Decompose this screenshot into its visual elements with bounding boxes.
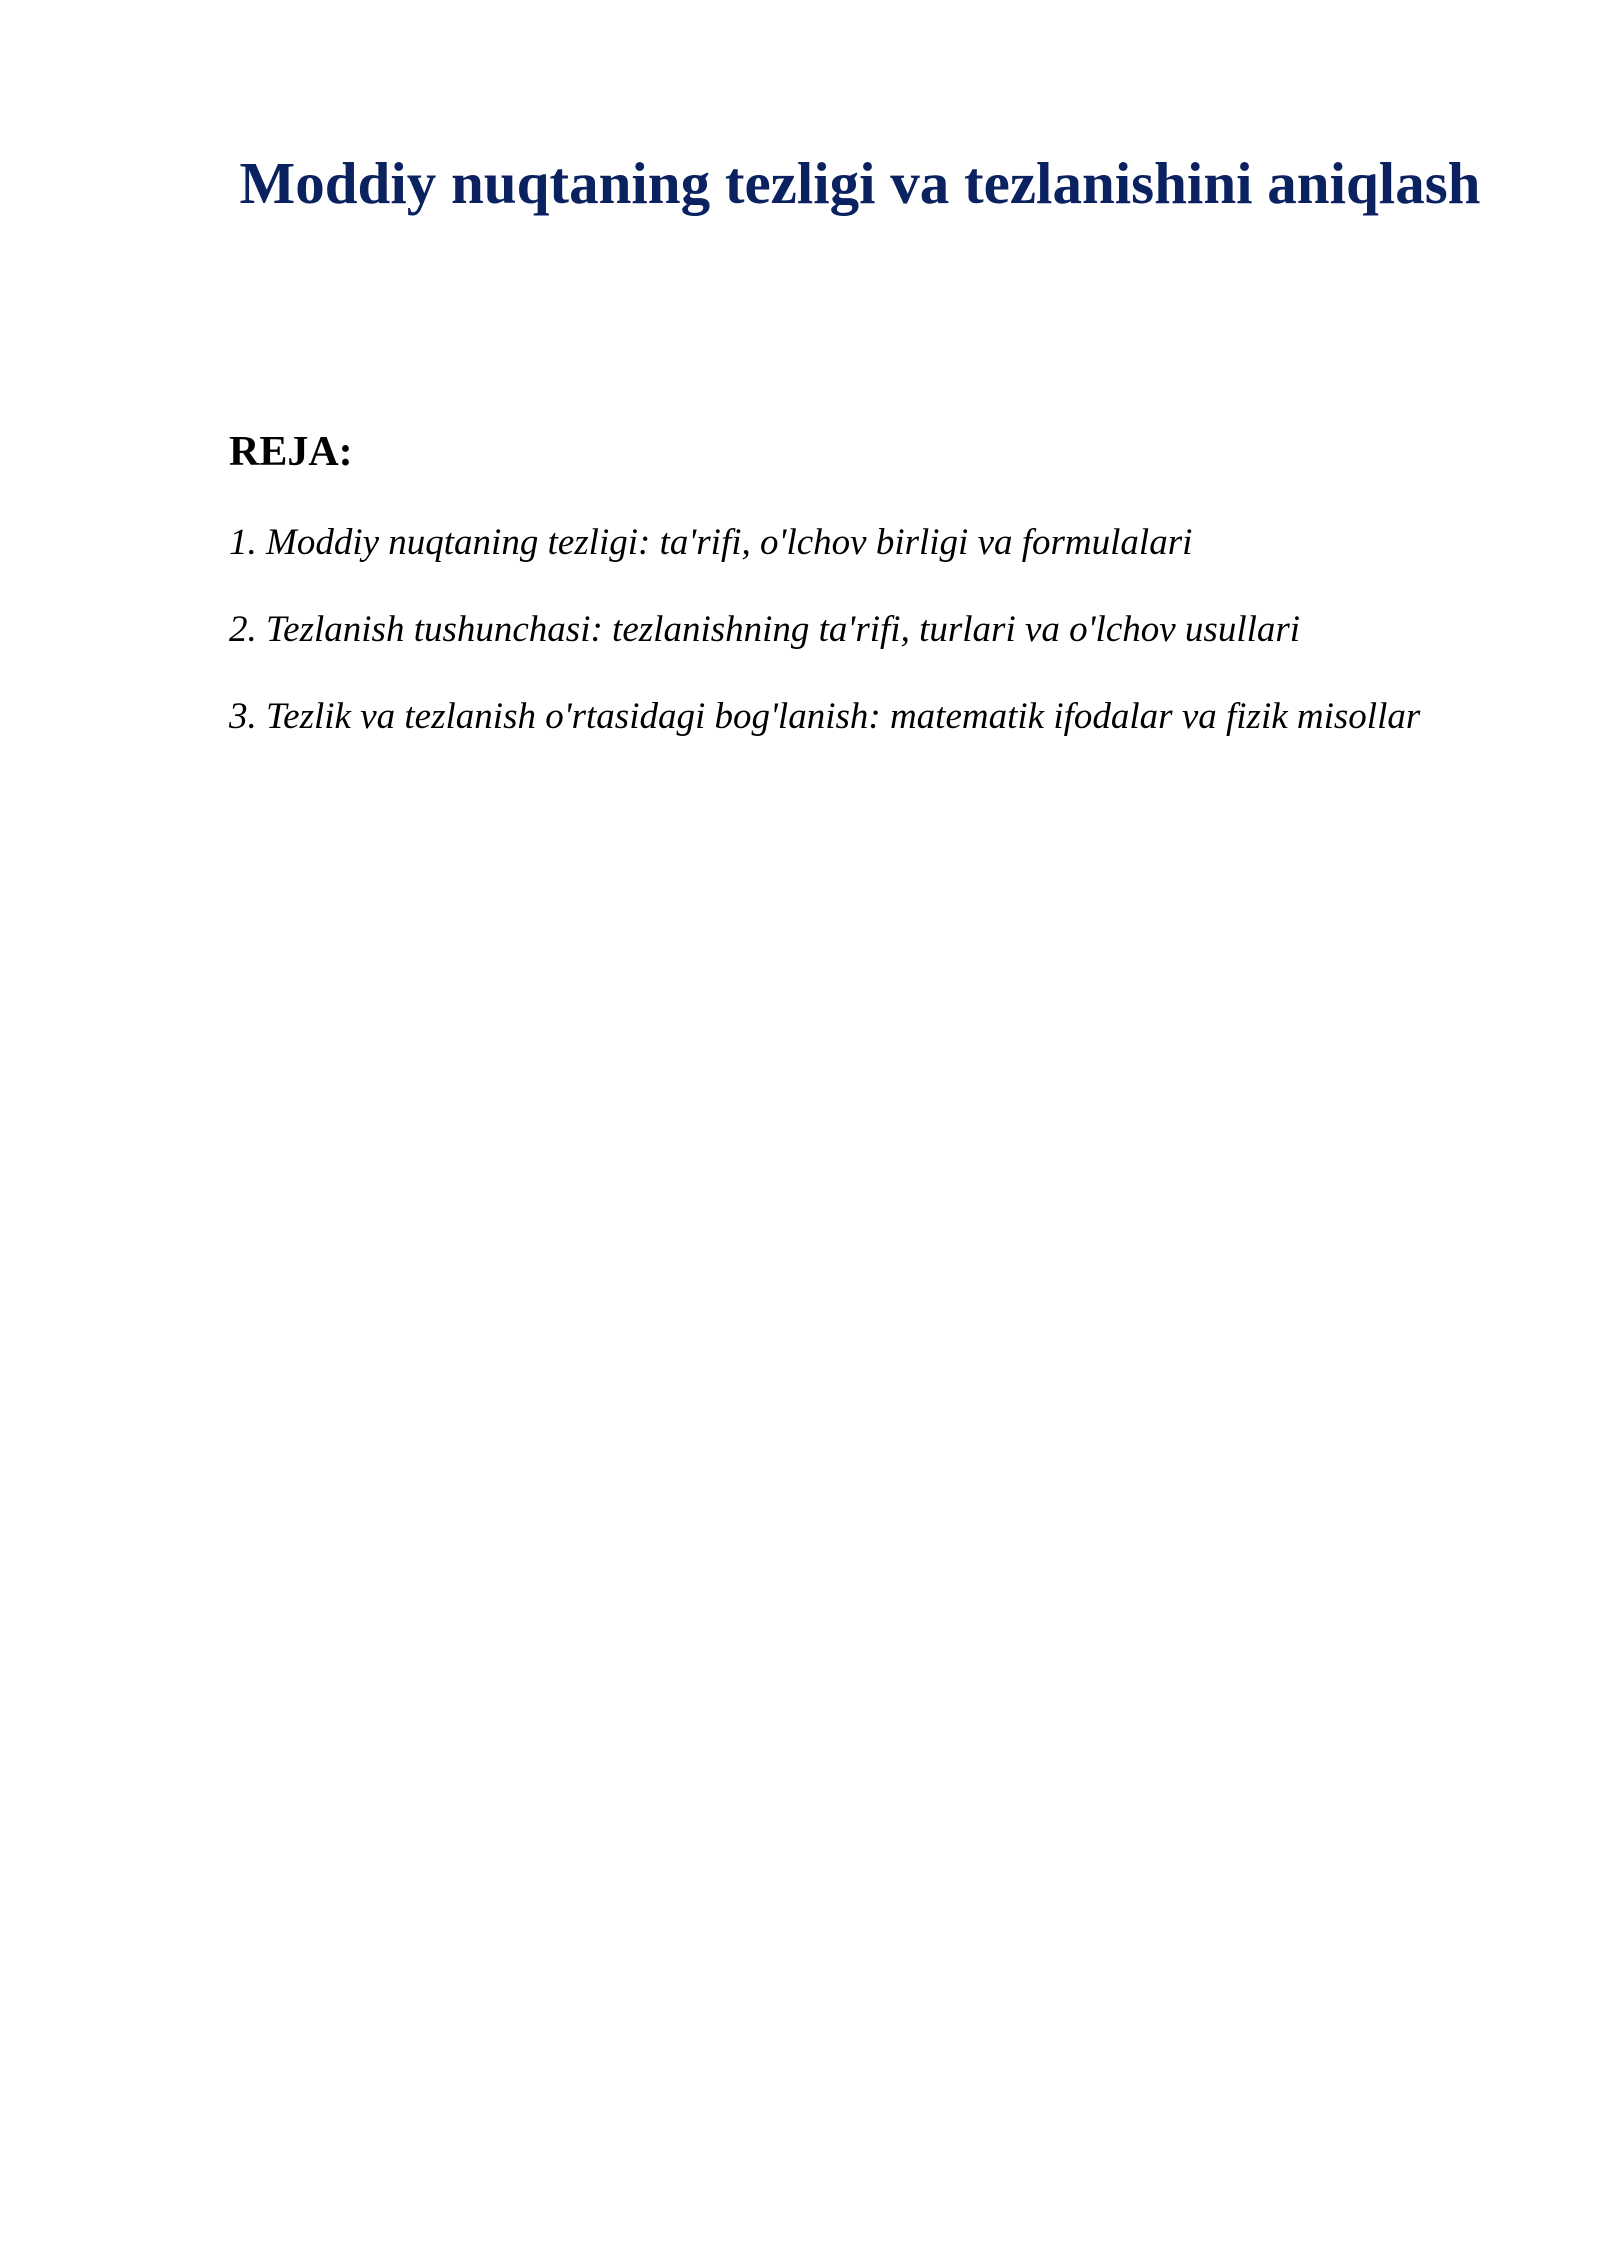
plan-item-3: 3. Tezlik va tezlanish o'rtasidagi bog'lanish: matematik ifodalar va fizik misollar xyxy=(229,696,1421,737)
plan-item-2: 2. Tezlanish tushunchasi: tezlanishning ta'rifi, turlari va o'lchov usullari xyxy=(229,609,1301,650)
plan-item-1: 1. Moddiy nuqtaning tezligi: ta'rifi, o'lchov birligi va formulalari xyxy=(229,522,1193,563)
plan-heading: REJA: xyxy=(229,429,353,475)
document-title: Moddiy nuqtaning tezligi va tezlanishini aniqlash xyxy=(239,150,1481,216)
plan-list xyxy=(229,521,1420,782)
